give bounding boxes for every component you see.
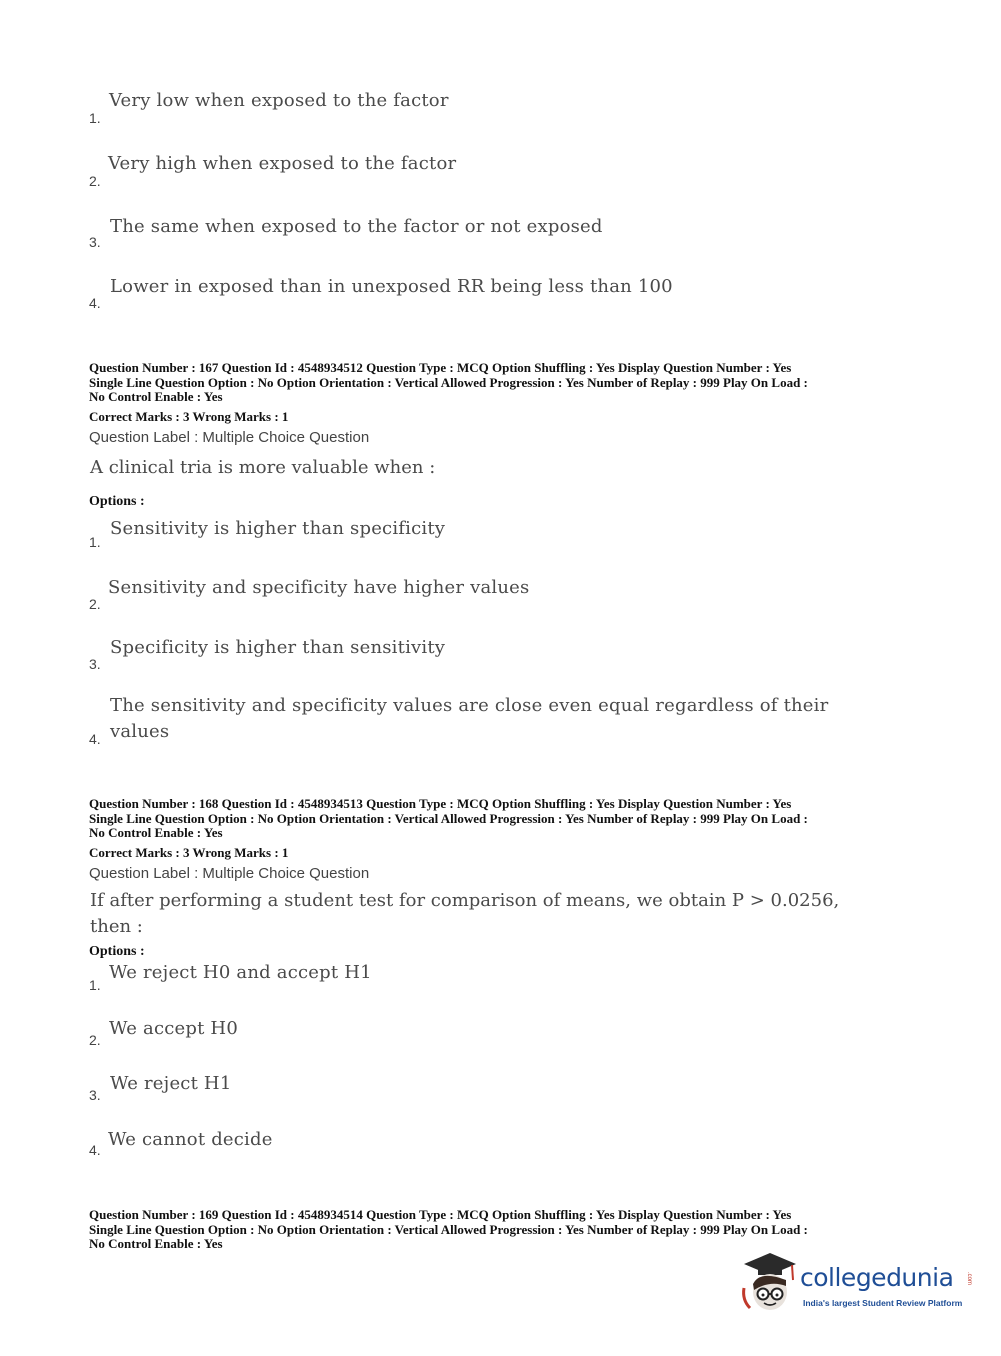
option-text: Lower in exposed than in unexposed RR being less than 100: [110, 276, 673, 297]
question-label: Question Label : Multiple Choice Question: [89, 429, 370, 446]
question-label: Question Label : Multiple Choice Question: [89, 865, 370, 882]
option-number: 1.: [89, 977, 101, 993]
logo-wordmark: collegedunia: [800, 1263, 954, 1292]
meta-line: Question Number : 168 Question Id : 4548934513 Question Type : MCQ Option Shuffling : Yes Display Question Number : Yes: [89, 796, 792, 811]
logo-tagline: India's largest Student Review Platform: [803, 1298, 963, 1308]
option-number: 3.: [89, 234, 101, 250]
option-text: Very low when exposed to the factor: [109, 90, 449, 111]
option-number: 3.: [89, 1087, 101, 1103]
meta-line: Question Number : 167 Question Id : 4548934512 Question Type : MCQ Option Shuffling : Yes Display Question Number : Yes: [89, 360, 792, 375]
option-number: 4.: [89, 295, 101, 311]
option-text-continued: values: [110, 721, 170, 742]
logo-domain: .com: [966, 1272, 972, 1286]
options-title: Options :: [89, 944, 145, 959]
option-text: We accept H0: [109, 1018, 238, 1039]
option-number: 4.: [89, 1142, 101, 1158]
marks: Correct Marks : 3 Wrong Marks : 1: [89, 845, 289, 860]
question-meta: [89, 361, 808, 405]
marks: Correct Marks : 3 Wrong Marks : 1: [89, 409, 289, 424]
student-mascot-icon: [740, 1250, 798, 1321]
option-number: 2.: [89, 1032, 101, 1048]
question-meta: [89, 797, 808, 841]
question-text: If after performing a student test for comparison of means, we obtain P > 0.0256,: [90, 890, 840, 911]
option-number: 1.: [89, 110, 101, 126]
question-text-continued: then :: [90, 916, 143, 937]
meta-line: No Control Enable : Yes: [89, 825, 223, 840]
meta-line: Single Line Question Option : No Option Orientation : Vertical Allowed Progression : Yes Number of Replay : 999 Play On Load :: [89, 810, 808, 826]
option-text: We reject H0 and accept H1: [109, 962, 372, 983]
option-number: 2.: [89, 596, 101, 612]
option-text: The sensitivity and specificity values are close even equal regardless of their: [110, 695, 829, 716]
question-text: A clinical tria is more valuable when :: [90, 457, 436, 478]
meta-line: Single Line Question Option : No Option Orientation : Vertical Allowed Progression : Yes Number of Replay : 999 Play On Load :: [89, 374, 808, 390]
meta-line: Question Number : 169 Question Id : 4548934514 Question Type : MCQ Option Shuffling : Yes Display Question Number : Yes: [89, 1207, 792, 1222]
option-number: 1.: [89, 534, 101, 550]
question-meta: [89, 1208, 808, 1252]
options-title: Options :: [89, 494, 145, 509]
option-text: Sensitivity and specificity have higher values: [108, 577, 530, 598]
meta-line: Single Line Question Option : No Option Orientation : Vertical Allowed Progression : Yes Number of Replay : 999 Play On Load :: [89, 1221, 808, 1237]
collegedunia-logo[interactable]: [740, 1250, 975, 1320]
meta-line: No Control Enable : Yes: [89, 389, 223, 404]
option-number: 3.: [89, 656, 101, 672]
option-text: The same when exposed to the factor or not exposed: [110, 216, 603, 237]
option-text: We cannot decide: [108, 1129, 273, 1150]
option-text: Very high when exposed to the factor: [108, 153, 457, 174]
option-number: 4.: [89, 731, 101, 747]
option-text: Specificity is higher than sensitivity: [110, 637, 446, 658]
option-number: 2.: [89, 173, 101, 189]
option-text: We reject H1: [110, 1073, 232, 1094]
meta-line: No Control Enable : Yes: [89, 1236, 223, 1251]
option-text: Sensitivity is higher than specificity: [110, 518, 446, 539]
